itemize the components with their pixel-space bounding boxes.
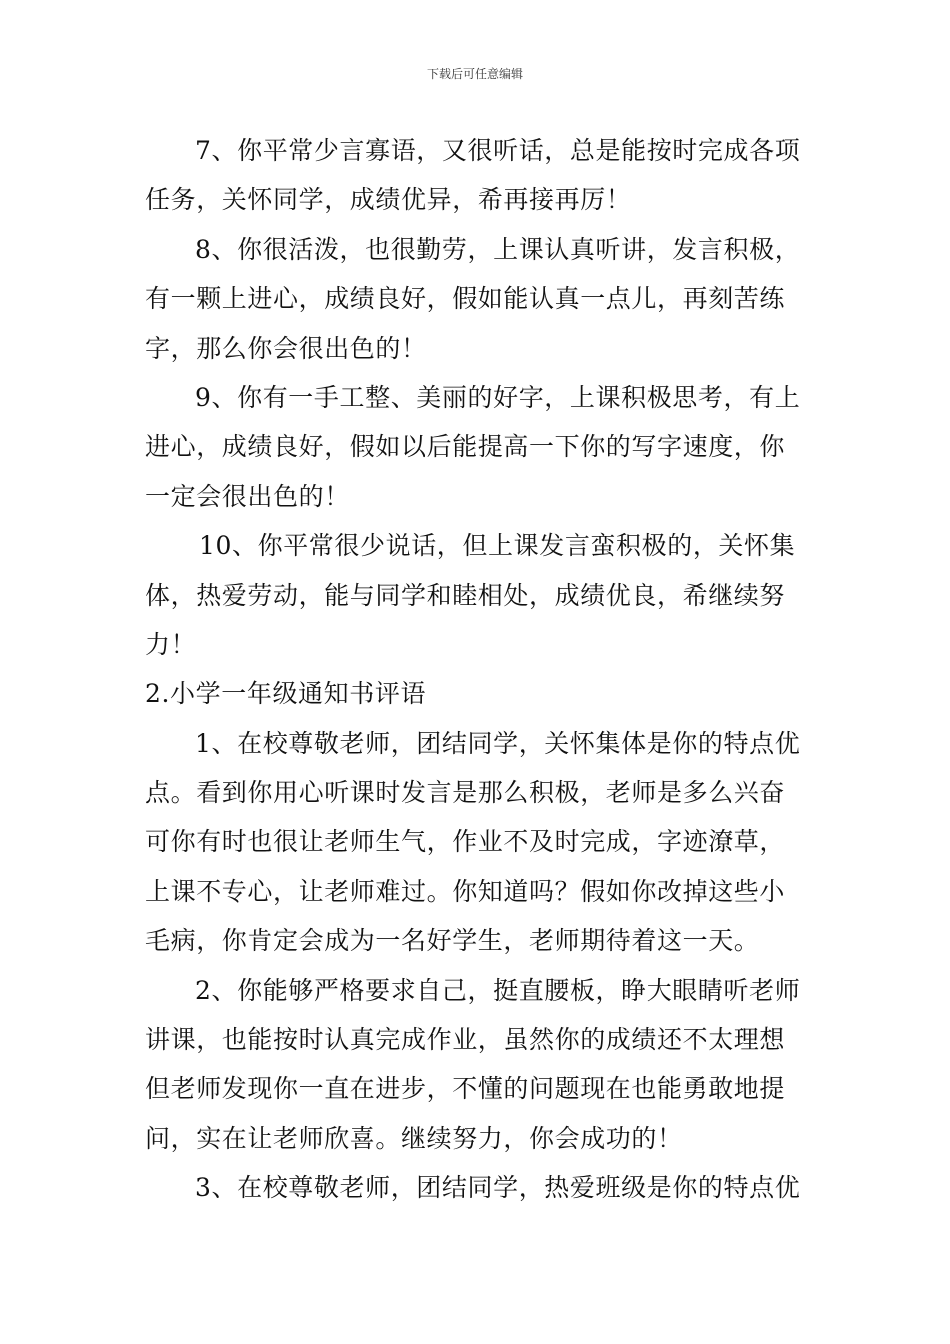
text-line: 毛病，你肯定会成为一名好学生，老师期待着这一天。 [145,926,760,956]
text-line: 体，热爱劳动，能与同学和睦相处，成绩优良，希继续努 [145,580,786,610]
text-line: 字，那么你会很出色的！ [145,333,427,363]
text-line: 一定会很出色的！ [145,481,350,511]
text-line: 点。看到你用心听课时发言是那么积极，老师是多么兴奋 [145,778,786,808]
text-line: 讲课，也能按时认真完成作业，虽然你的成绩还不太理想 [145,1025,786,1055]
text-line: 10、你平常很少说话，但上课发言蛮积极的，关怀集 [199,531,796,561]
text-line: 8、你很活泼，也很勤劳，上课认真听讲，发言积极， [195,234,801,264]
text-line: 7、你平常少言寡语，又很听话，总是能按时完成各项 [195,136,801,165]
text-line: 有一颗上进心，成绩良好，假如能认真一点儿，再刻苦练 [145,284,786,314]
text-line: 9、你有一手工整、美丽的好字，上课积极思考，有上 [195,382,801,412]
text-line: 3、在校尊敬老师，团结同学，热爱班级是你的特点优 [195,1173,801,1203]
text-line: 2.小学一年级通知书评语 [145,679,427,709]
text-line: 问，实在让老师欣喜。继续努力，你会成功的！ [145,1123,683,1153]
text-line: 力！ [145,629,197,659]
text-line: 可你有时也很让老师生气，作业不及时完成，字迹潦草， [145,827,786,857]
text-line: 进心，成绩良好，假如以后能提高一下你的写字速度，你 [145,432,786,462]
text-line: 任务，关怀同学，成绩优异，希再接再厉！ [145,185,632,215]
text-line: 上课不专心，让老师难过。你知道吗？假如你改掉这些小 [145,876,786,906]
document-body [145,126,810,1213]
text-line: 1、在校尊敬老师，团结同学，关怀集体是你的特点优 [195,728,801,758]
page-header: 下载后可任意编辑 [426,67,523,81]
text-line: 但老师发现你一直在进步，不懂的问题现在也能勇敢地提 [145,1074,786,1104]
text-line: 2、你能够严格要求自己，挺直腰板，睁大眼睛听老师 [195,975,801,1005]
